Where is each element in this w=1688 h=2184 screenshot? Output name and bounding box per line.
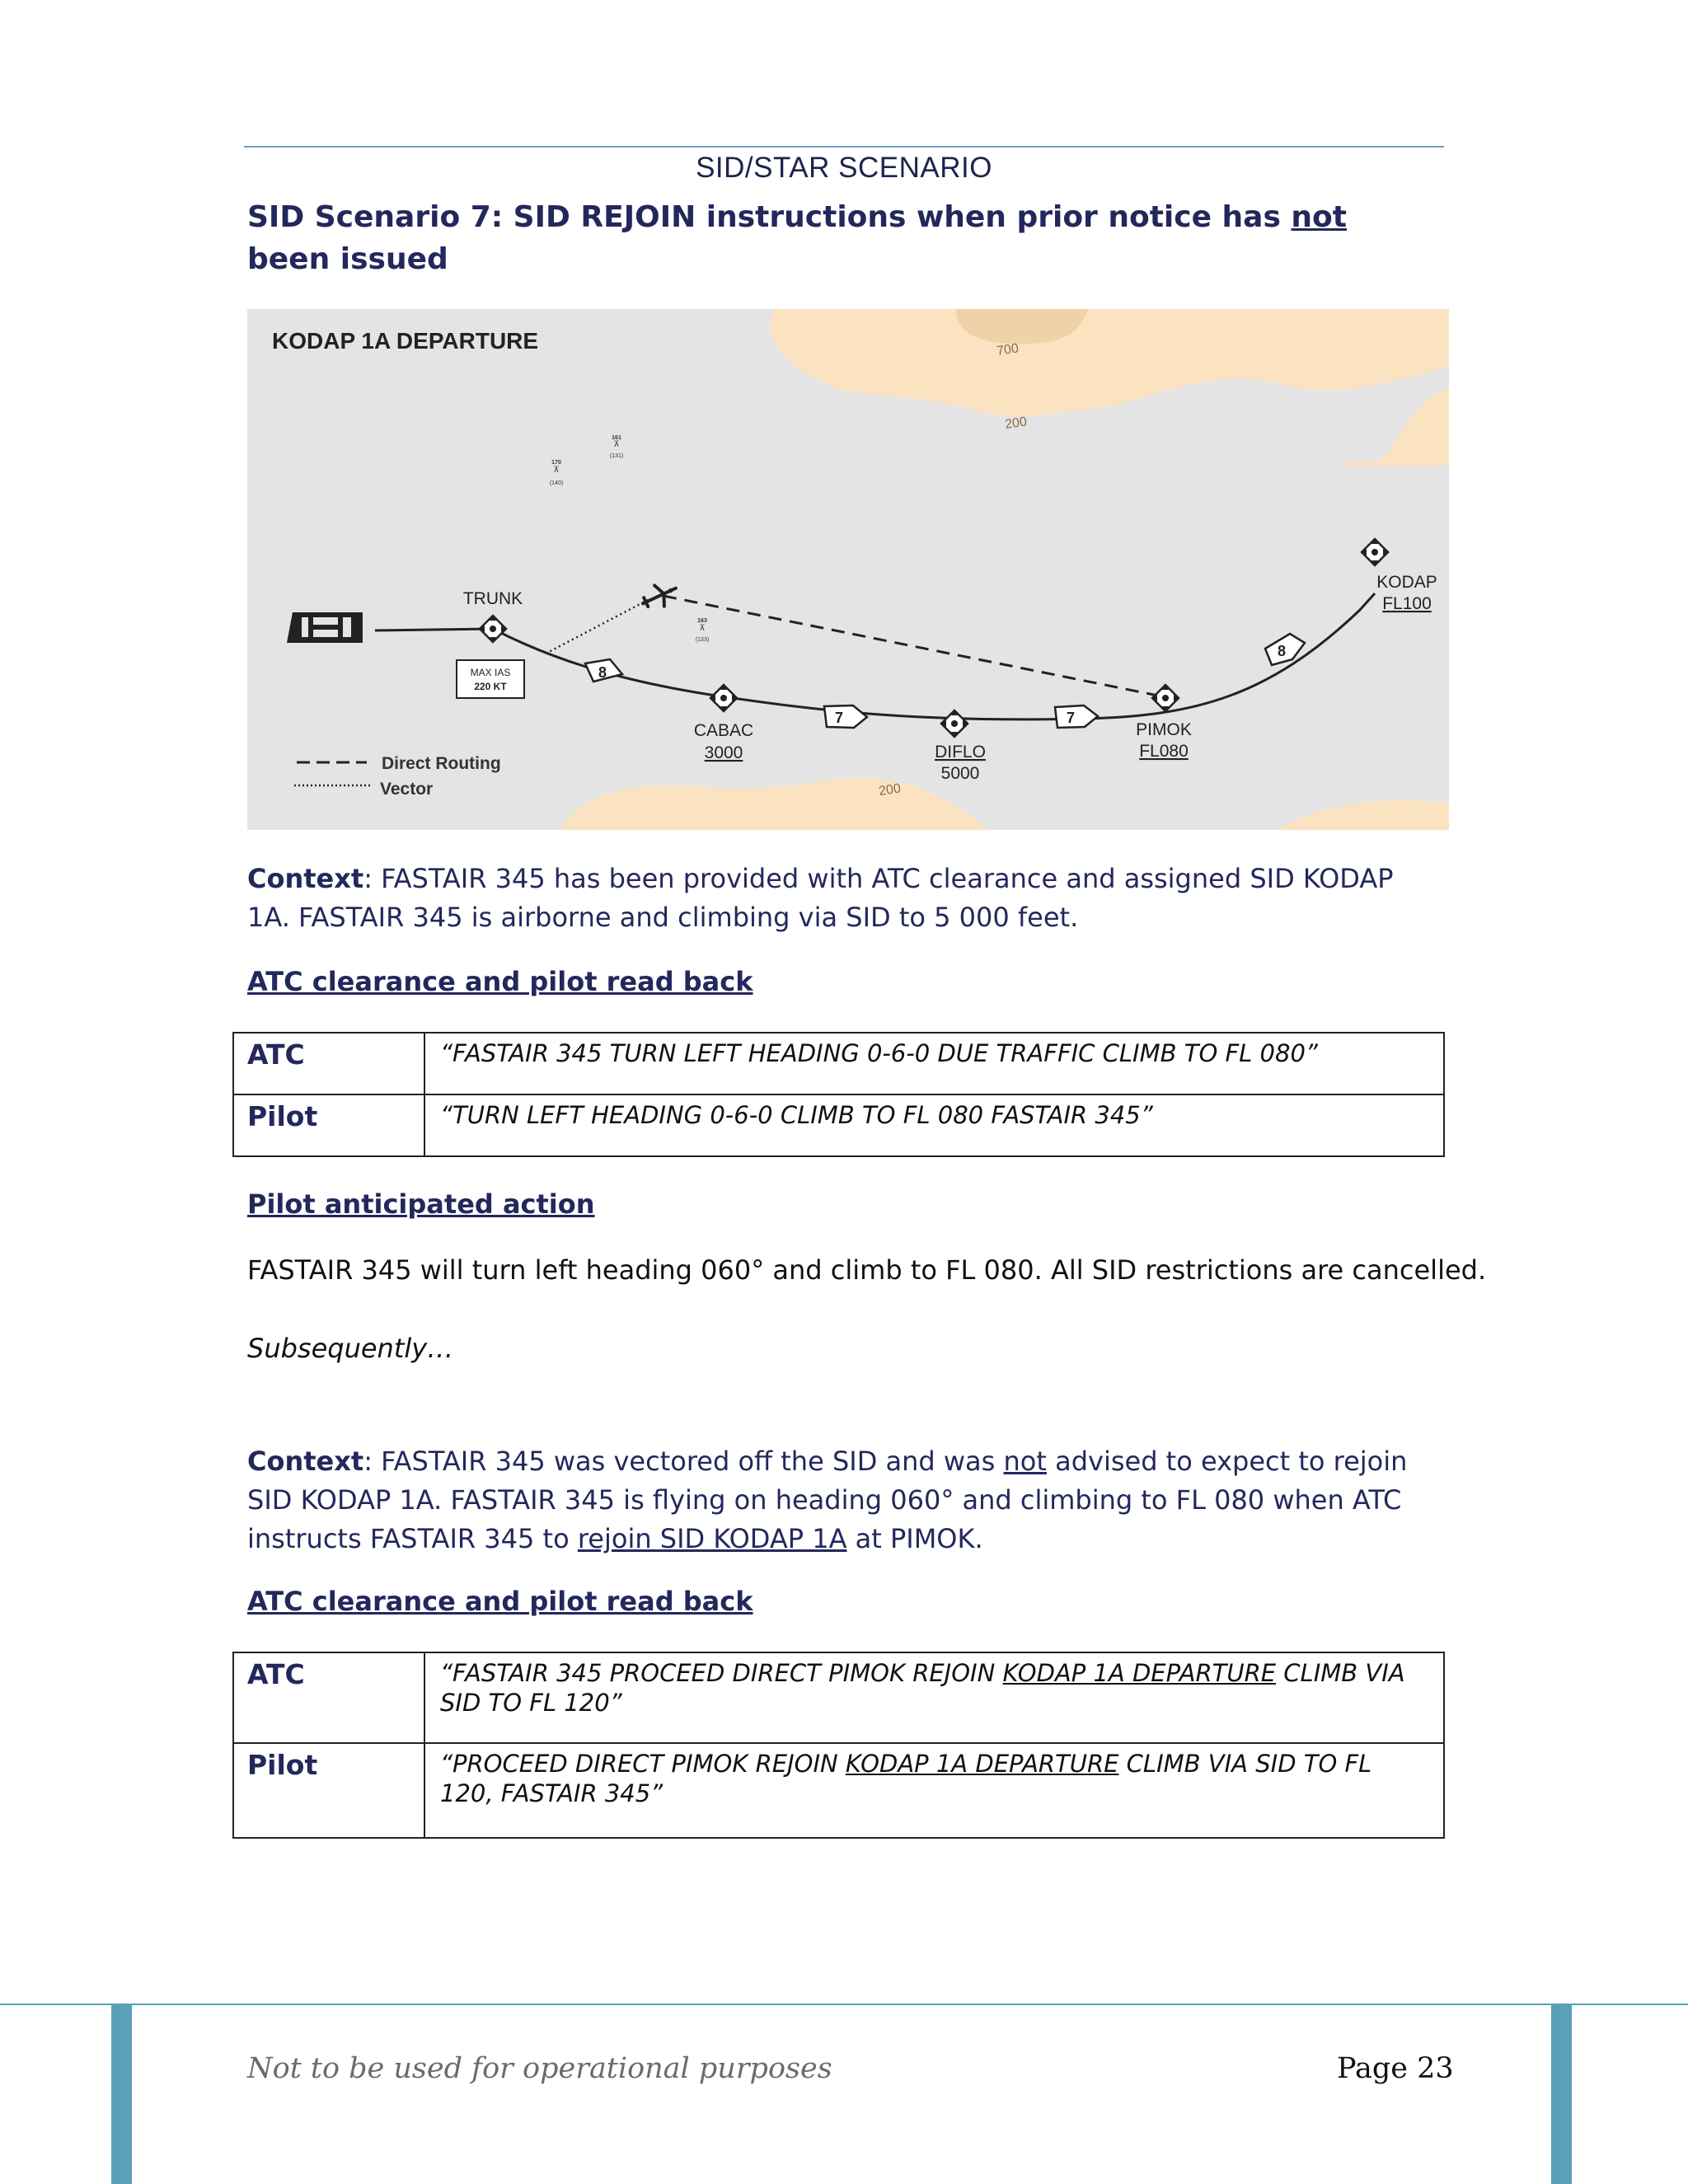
speed-box-line: 220 KT [474,681,507,692]
speed-restriction-box [457,660,524,698]
message-cell: “FASTAIR 345 TURN LEFT HEADING 0-6-0 DUE TRAFFIC CLIMB TO FL 080” [424,1033,1444,1094]
waypoint-name: PIMOK [1136,720,1192,739]
speaker-cell: ATC [233,1652,424,1743]
footer-disclaimer: Not to be used for operational purposes [247,2052,832,2085]
context-paragraph-2 [247,1442,1442,1558]
svg-text:⊼: ⊼ [699,624,706,633]
message-cell [424,1652,1444,1743]
header-rule [244,146,1444,148]
section-heading-anticipated: Pilot anticipated action [247,1188,595,1220]
section-heading-readback-1: ATC clearance and pilot read back [247,966,753,997]
aerodrome-icon [287,612,363,643]
waypoint-altitude: 3000 [704,743,743,762]
table-row [233,1033,1444,1094]
message-text-underlined: KODAP 1A DEPARTURE [845,1750,1119,1778]
obstacle-elevation: 170 [551,460,561,466]
speed-box-line: MAX IAS [470,667,511,678]
svg-text:⊼: ⊼ [553,466,560,475]
leg-distance: 7 [1067,710,1076,726]
scenario-title-part1: SID Scenario 7: SID REJOIN instructions when prior notice has [247,200,1292,234]
message-text: CLIMB VIA SID TO FL 120, FASTAIR 345” [440,1750,1372,1807]
table-row [233,1652,1444,1743]
context-label: Context [247,863,364,894]
footer-accent-bar-right [1551,2005,1572,2184]
obstacle-height: (133) [695,637,710,643]
legend-vector-label: Vector [380,780,434,799]
sid-track-initial [375,629,493,630]
message-text: “FASTAIR 345 PROCEED DIRECT PIMOK REJOIN [440,1659,1003,1687]
chart-title: KODAP 1A DEPARTURE [272,328,539,354]
context-text: advised to expect to rejoin SID KODAP 1A. FASTAIR 345 is flying on heading 060° and climbing to FL 080 when ATC instructs FASTAIR 345 to [247,1446,1408,1554]
waypoint-altitude: 5000 [940,764,980,783]
page-header-title: SID/STAR SCENARIO [696,152,992,184]
footer-accent-bar-left [111,2005,132,2184]
message-text: CLIMB VIA SID TO FL 120” [440,1659,1405,1717]
anticipated-action-text: FASTAIR 345 will turn left heading 060° and climb to FL 080. All SID restrictions are cancelled. [247,1254,1487,1286]
message-cell [424,1743,1444,1838]
waypoint-name: DIFLO [935,743,986,762]
obstacle-height: (131) [609,453,624,459]
readback-table-2 [232,1652,1445,1839]
subsequently-text: Subsequently… [247,1333,454,1364]
message-cell: “TURN LEFT HEADING 0-6-0 CLIMB TO FL 080 FASTAIR 345” [424,1094,1444,1156]
context-text-underlined: rejoin SID KODAP 1A [577,1523,847,1554]
table-row [233,1094,1444,1156]
context-label: Context [247,1446,364,1477]
message-text-underlined: KODAP 1A DEPARTURE [1002,1659,1277,1687]
speaker-cell: ATC [233,1033,424,1094]
leg-distance: 7 [835,710,844,726]
terrain-label: 200 [878,781,902,799]
waypoint-altitude: FL100 [1382,594,1432,613]
waypoint-name: KODAP [1376,573,1437,592]
readback-table-1 [232,1032,1445,1157]
waypoint-name: TRUNK [462,589,523,608]
context-paragraph-1 [247,860,1442,937]
context-text: : FASTAIR 345 has been provided with ATC clearance and assigned SID KODAP 1A. FASTAIR 345 is airborne and climbing via SID to 5 000 feet. [247,863,1394,933]
scenario-title-part2: been issued [247,242,448,276]
footer-rule [0,2004,1688,2005]
terrain-label: 200 [1004,415,1028,432]
waypoint-name: CABAC [693,721,754,740]
departure-chart [247,309,1449,830]
obstacle-height: (140) [549,480,564,486]
message-text: “PROCEED DIRECT PIMOK REJOIN [440,1750,846,1778]
table-row [233,1743,1444,1838]
scenario-title [247,196,1426,280]
terrain-label: 700 [996,341,1020,359]
speaker-cell: Pilot [233,1743,424,1838]
leg-distance: 8 [598,664,607,681]
waypoint-altitude: FL080 [1139,742,1189,761]
departure-chart-svg [247,309,1449,830]
legend-direct-label: Direct Routing [382,754,501,773]
context-text: : FASTAIR 345 was vectored off the SID and was [363,1446,1004,1477]
context-text-underlined: not [1003,1446,1047,1477]
obstacle-elevation: 161 [612,435,621,441]
leg-distance: 8 [1278,643,1287,659]
section-heading-readback-2: ATC clearance and pilot read back [247,1586,753,1617]
svg-text:⊼: ⊼ [613,440,620,449]
page-number: Page 23 [1337,2052,1454,2085]
scenario-title-underlined: not [1291,200,1347,234]
context-text: at PIMOK. [846,1523,983,1554]
speaker-cell: Pilot [233,1094,424,1156]
obstacle-elevation: 163 [697,618,707,624]
